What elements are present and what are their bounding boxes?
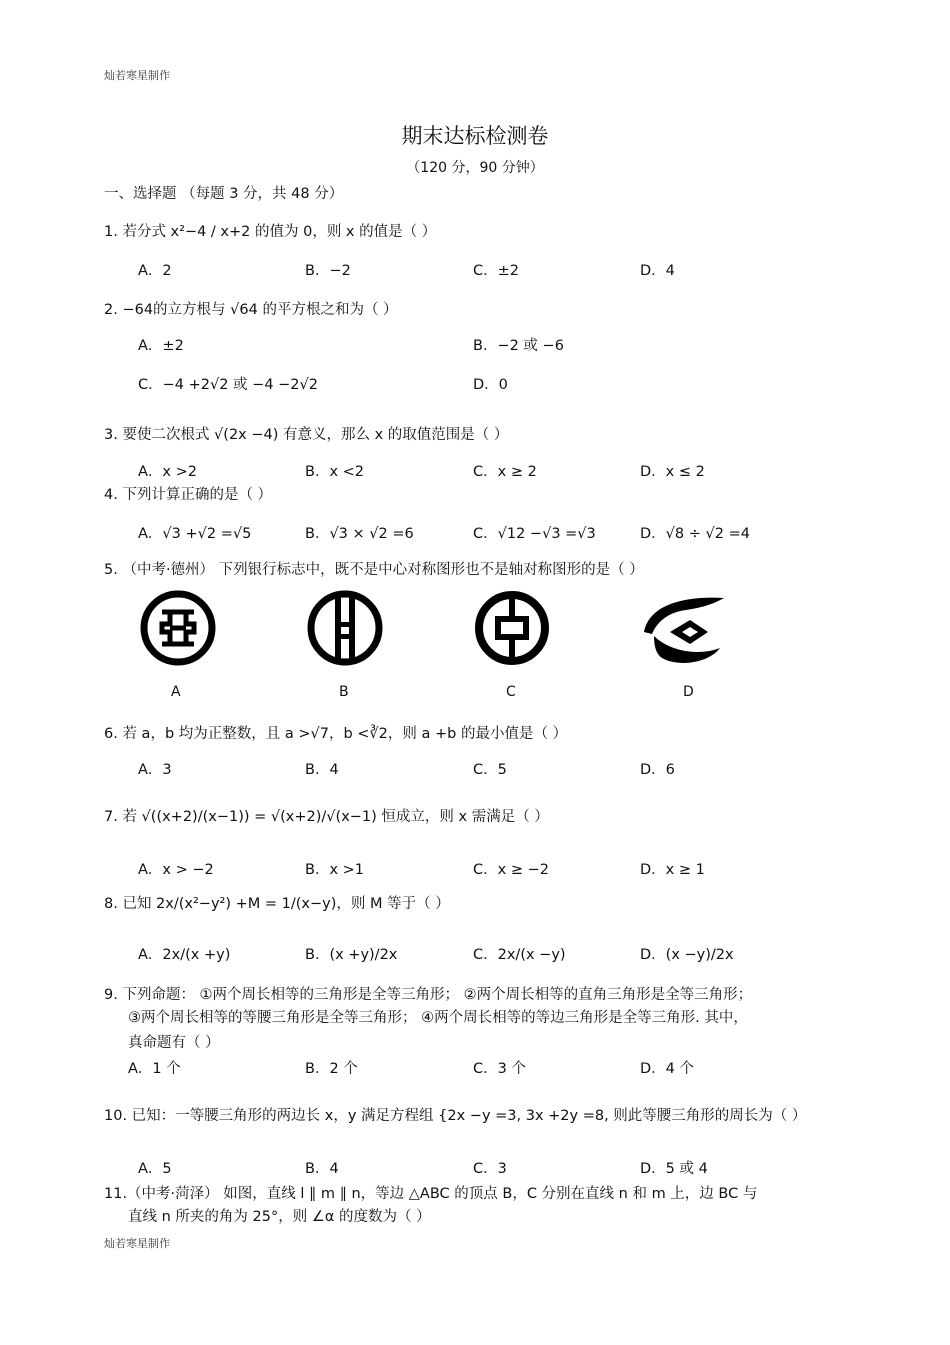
q3-option-d: D．x ≤ 2 — [640, 464, 705, 480]
q9-line3: 真命题有（ ） — [128, 1035, 220, 1051]
q1-option-a: A．2 — [138, 263, 172, 279]
bank-logo-d-icon — [640, 592, 726, 668]
q7-option-b: B．x >1 — [305, 862, 365, 878]
section-heading: 一、选择题 （每题 3 分，共 48 分） — [104, 186, 344, 202]
q9-line2: ③两个周长相等的等腰三角形是全等三角形； ④两个周长相等的等边三角形是全等三角形. 其中， — [128, 1010, 748, 1026]
page-title: 期末达标检测卷 — [401, 124, 549, 148]
q7-option-a: A．x > −2 — [138, 862, 214, 878]
q5-label-d: D — [683, 684, 694, 700]
q3-stem: 3. 要使二次根式 √(2x −4) 有意义，那么 x 的取值范围是（ ） — [104, 427, 509, 443]
q8-stem: 8. 已知 2x/(x²−y²) +M = 1/(x−y)，则 M 等于（ ） — [104, 896, 450, 912]
q9-option-a: A．1 个 — [128, 1061, 181, 1077]
q10-option-a: A．5 — [138, 1161, 172, 1177]
q2-stem: 2. −64的立方根与 √64 的平方根之和为（ ） — [104, 302, 398, 318]
q3-option-b: B．x <2 — [305, 464, 365, 480]
q8-option-c: C．2x/(x −y) — [473, 947, 566, 963]
q9-option-b: B．2 个 — [305, 1061, 358, 1077]
q10-option-b: B．4 — [305, 1161, 339, 1177]
q10-option-d: D．5 或 4 — [640, 1161, 708, 1177]
q8-option-b: B．(x +y)/2x — [305, 947, 398, 963]
q8-option-a: A．2x/(x +y) — [138, 947, 231, 963]
q8-option-d: D．(x −y)/2x — [640, 947, 734, 963]
bank-logo-c-icon — [472, 588, 552, 668]
q4-option-b: B．√3 × √2 =6 — [305, 526, 414, 542]
q10-option-c: C．3 — [473, 1161, 507, 1177]
q6-option-a: A．3 — [138, 762, 172, 778]
bank-logo-b-icon — [305, 588, 385, 668]
q5-label-b: B — [339, 684, 349, 700]
footer-note: 灿若寒星制作 — [104, 1237, 170, 1250]
q2-option-c: C．−4 +2√2 或 −4 −2√2 — [138, 377, 318, 393]
q7-stem: 7. 若 √((x+2)/(x−1)) = √(x+2)/√(x−1) 恒成立，则 x 需满足（ ） — [104, 809, 549, 825]
q6-option-b: B．4 — [305, 762, 339, 778]
q1-option-d: D．4 — [640, 263, 675, 279]
q6-option-d: D．6 — [640, 762, 675, 778]
q2-option-b: B．−2 或 −6 — [473, 338, 564, 354]
q3-option-a: A．x >2 — [138, 464, 197, 480]
q4-option-a: A．√3 +√2 =√5 — [138, 526, 252, 542]
q6-option-c: C．5 — [473, 762, 507, 778]
q5-label-a: A — [171, 684, 181, 700]
q9-option-c: C．3 个 — [473, 1061, 526, 1077]
q7-option-d: D．x ≥ 1 — [640, 862, 705, 878]
q10-stem: 10. 已知：一等腰三角形的两边长 x，y 满足方程组 {2x −y =3, 3x +2y =8, 则此等腰三角形的周长为（ ） — [104, 1108, 807, 1124]
q4-option-d: D．√8 ÷ √2 =4 — [640, 526, 750, 542]
page-subtitle: （120 分，90 分钟） — [406, 160, 544, 176]
q11-line2: 直线 n 所夹的角为 25°，则 ∠α 的度数为（ ） — [128, 1209, 431, 1225]
q5-stem: 5. （中考·德州） 下列银行标志中，既不是中心对称图形也不是轴对称图形的是（ ） — [104, 562, 644, 578]
q2-option-a: A．±2 — [138, 338, 184, 354]
q3-option-c: C．x ≥ 2 — [473, 464, 537, 480]
q1-stem: 1. 若分式 x²−4 / x+2 的值为 0，则 x 的值是（ ） — [104, 224, 437, 240]
q7-option-c: C．x ≥ −2 — [473, 862, 549, 878]
q1-option-b: B．−2 — [305, 263, 351, 279]
header-note: 灿若寒星制作 — [104, 69, 170, 82]
q1-option-c: C．±2 — [473, 263, 519, 279]
q11-line1: 11.（中考·菏泽） 如图，直线 l ∥ m ∥ n，等边 △ABC 的顶点 B，C 分别在直线 n 和 m 上，边 BC 与 — [104, 1186, 758, 1202]
q4-option-c: C．√12 −√3 =√3 — [473, 526, 596, 542]
q5-label-c: C — [506, 684, 516, 700]
q4-stem: 4. 下列计算正确的是（ ） — [104, 487, 273, 503]
q6-stem: 6. 若 a，b 均为正整数，且 a >√7，b <∛2，则 a +b 的最小值是（ ） — [104, 726, 568, 742]
q9-line1: 9. 下列命题： ①两个周长相等的三角形是全等三角形； ②两个周长相等的直角三角形是全等三角形； — [104, 987, 753, 1003]
bank-logo-a-icon — [138, 588, 218, 668]
q9-option-d: D．4 个 — [640, 1061, 694, 1077]
q2-option-d: D．0 — [473, 377, 508, 393]
